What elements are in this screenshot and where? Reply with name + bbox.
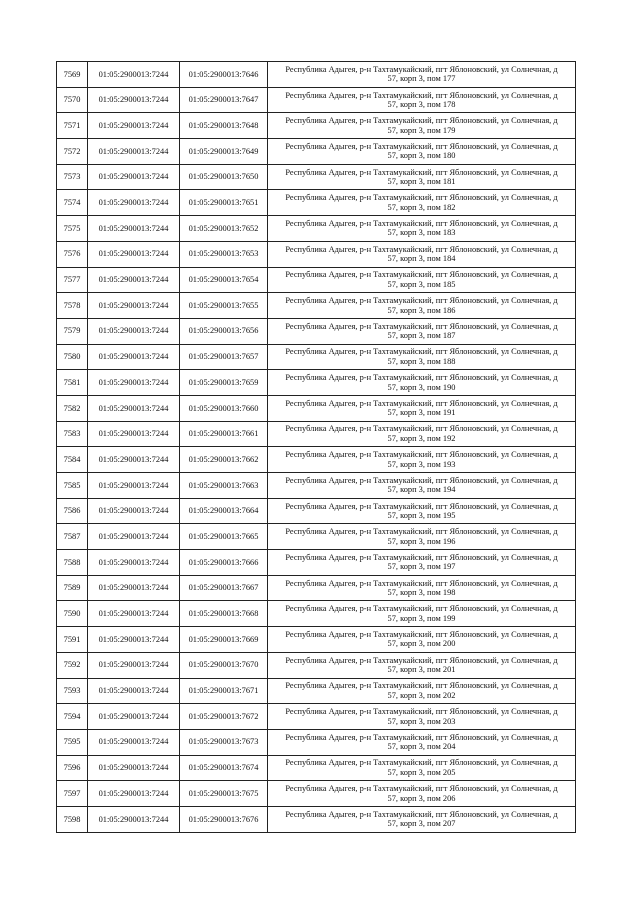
table-row <box>57 87 576 113</box>
address-line-1: Республика Адыгея, р-н Тахтамукайский, пгт Яблоновский, ул Солнечная, д <box>285 758 558 768</box>
row-number: 7579 <box>57 318 88 344</box>
parent-cadastral-number: 01:05:2900013:7244 <box>88 729 180 755</box>
table-row <box>57 755 576 781</box>
row-number: 7577 <box>57 267 88 293</box>
cadastral-number: 01:05:2900013:7674 <box>180 755 268 781</box>
cadastral-number: 01:05:2900013:7655 <box>180 293 268 319</box>
table-row <box>57 395 576 421</box>
address-line-1: Республика Адыгея, р-н Тахтамукайский, пгт Яблоновский, ул Солнечная, д <box>285 90 558 100</box>
address-cell <box>268 370 576 396</box>
cadastral-number: 01:05:2900013:7672 <box>180 704 268 730</box>
parent-cadastral-number: 01:05:2900013:7244 <box>88 113 180 139</box>
address-cell <box>268 293 576 319</box>
parent-cadastral-number: 01:05:2900013:7244 <box>88 806 180 832</box>
table-body <box>57 62 576 833</box>
cadastral-number: 01:05:2900013:7675 <box>180 781 268 807</box>
row-number: 7597 <box>57 781 88 807</box>
row-number: 7571 <box>57 113 88 139</box>
cadastral-number: 01:05:2900013:7669 <box>180 627 268 653</box>
address-cell <box>268 267 576 293</box>
parent-cadastral-number: 01:05:2900013:7244 <box>88 241 180 267</box>
row-number: 7596 <box>57 755 88 781</box>
parent-cadastral-number: 01:05:2900013:7244 <box>88 344 180 370</box>
cadastral-number: 01:05:2900013:7651 <box>180 190 268 216</box>
row-number: 7580 <box>57 344 88 370</box>
cadastral-number: 01:05:2900013:7668 <box>180 601 268 627</box>
address-line-1: Республика Адыгея, р-н Тахтамукайский, пгт Яблоновский, ул Солнечная, д <box>285 655 558 665</box>
parent-cadastral-number: 01:05:2900013:7244 <box>88 190 180 216</box>
table-row <box>57 164 576 190</box>
address-line-1: Республика Адыгея, р-н Тахтамукайский, пгт Яблоновский, ул Солнечная, д <box>285 296 558 306</box>
address-cell <box>268 704 576 730</box>
cadastral-number: 01:05:2900013:7648 <box>180 113 268 139</box>
cadastral-number: 01:05:2900013:7664 <box>180 498 268 524</box>
address-line-1: Республика Адыгея, р-н Тахтамукайский, пгт Яблоновский, ул Солнечная, д <box>285 193 558 203</box>
address-cell <box>268 755 576 781</box>
cadastral-number: 01:05:2900013:7649 <box>180 139 268 165</box>
table-row <box>57 190 576 216</box>
table-row <box>57 318 576 344</box>
row-number: 7595 <box>57 729 88 755</box>
row-number: 7581 <box>57 370 88 396</box>
table-row <box>57 370 576 396</box>
cadastral-number: 01:05:2900013:7660 <box>180 395 268 421</box>
row-number: 7574 <box>57 190 88 216</box>
address-line-2: 57, корп 3, пом 180 <box>387 151 456 161</box>
parent-cadastral-number: 01:05:2900013:7244 <box>88 421 180 447</box>
address-line-2: 57, корп 3, пом 197 <box>387 562 456 572</box>
address-line-2: 57, корп 3, пом 188 <box>387 356 456 366</box>
address-line-2: 57, корп 3, пом 193 <box>387 459 456 469</box>
address-line-2: 57, корп 3, пом 186 <box>387 305 456 315</box>
address-line-2: 57, корп 3, пом 205 <box>387 767 456 777</box>
parent-cadastral-number: 01:05:2900013:7244 <box>88 370 180 396</box>
parent-cadastral-number: 01:05:2900013:7244 <box>88 524 180 550</box>
table-row <box>57 139 576 165</box>
address-cell <box>268 652 576 678</box>
address-cell <box>268 190 576 216</box>
parent-cadastral-number: 01:05:2900013:7244 <box>88 678 180 704</box>
address-cell <box>268 473 576 499</box>
cadastral-number: 01:05:2900013:7665 <box>180 524 268 550</box>
row-number: 7578 <box>57 293 88 319</box>
parent-cadastral-number: 01:05:2900013:7244 <box>88 87 180 113</box>
row-number: 7584 <box>57 447 88 473</box>
cadastral-number: 01:05:2900013:7659 <box>180 370 268 396</box>
address-cell <box>268 318 576 344</box>
address-line-2: 57, корп 3, пом 181 <box>387 177 456 187</box>
address-line-1: Республика Адыгея, р-н Тахтамукайский, пгт Яблоновский, ул Солнечная, д <box>285 167 558 177</box>
table-row <box>57 575 576 601</box>
table-row <box>57 113 576 139</box>
address-cell <box>268 164 576 190</box>
address-cell <box>268 139 576 165</box>
parent-cadastral-number: 01:05:2900013:7244 <box>88 473 180 499</box>
parent-cadastral-number: 01:05:2900013:7244 <box>88 550 180 576</box>
table-row <box>57 241 576 267</box>
cadastral-number: 01:05:2900013:7663 <box>180 473 268 499</box>
row-number: 7576 <box>57 241 88 267</box>
address-line-2: 57, корп 3, пом 206 <box>387 793 456 803</box>
table-row <box>57 216 576 242</box>
address-line-2: 57, корп 3, пом 203 <box>387 716 456 726</box>
address-line-1: Республика Адыгея, р-н Тахтамукайский, пгт Яблоновский, ул Солнечная, д <box>285 141 558 151</box>
table-row <box>57 806 576 832</box>
parent-cadastral-number: 01:05:2900013:7244 <box>88 293 180 319</box>
address-line-1: Республика Адыгея, р-н Тахтамукайский, пгт Яблоновский, ул Солнечная, д <box>285 116 558 126</box>
address-line-2: 57, корп 3, пом 191 <box>387 408 456 418</box>
address-line-1: Республика Адыгея, р-н Тахтамукайский, пгт Яблоновский, ул Солнечная, д <box>285 244 558 254</box>
table-row <box>57 601 576 627</box>
cadastral-number: 01:05:2900013:7676 <box>180 806 268 832</box>
table-row <box>57 473 576 499</box>
address-cell <box>268 87 576 113</box>
parent-cadastral-number: 01:05:2900013:7244 <box>88 704 180 730</box>
address-line-1: Республика Адыгея, р-н Тахтамукайский, пгт Яблоновский, ул Солнечная, д <box>285 552 558 562</box>
row-number: 7573 <box>57 164 88 190</box>
table-row <box>57 267 576 293</box>
address-line-2: 57, корп 3, пом 182 <box>387 202 456 212</box>
address-cell <box>268 550 576 576</box>
address-line-2: 57, корп 3, пом 201 <box>387 665 456 675</box>
address-cell <box>268 395 576 421</box>
cadastral-number: 01:05:2900013:7662 <box>180 447 268 473</box>
address-line-2: 57, корп 3, пом 195 <box>387 511 456 521</box>
address-line-2: 57, корп 3, пом 207 <box>387 819 456 829</box>
parent-cadastral-number: 01:05:2900013:7244 <box>88 652 180 678</box>
address-line-2: 57, корп 3, пом 196 <box>387 536 456 546</box>
parent-cadastral-number: 01:05:2900013:7244 <box>88 627 180 653</box>
row-number: 7583 <box>57 421 88 447</box>
address-line-2: 57, корп 3, пом 190 <box>387 382 456 392</box>
address-line-1: Республика Адыгея, р-н Тахтамукайский, пгт Яблоновский, ул Солнечная, д <box>285 475 558 485</box>
table-row <box>57 447 576 473</box>
table-row <box>57 524 576 550</box>
address-line-1: Республика Адыгея, р-н Тахтамукайский, пгт Яблоновский, ул Солнечная, д <box>285 321 558 331</box>
address-cell <box>268 241 576 267</box>
cadastral-table <box>56 61 576 833</box>
parent-cadastral-number: 01:05:2900013:7244 <box>88 62 180 88</box>
address-line-1: Республика Адыгея, р-н Тахтамукайский, пгт Яблоновский, ул Солнечная, д <box>285 707 558 717</box>
parent-cadastral-number: 01:05:2900013:7244 <box>88 139 180 165</box>
address-line-2: 57, корп 3, пом 187 <box>387 331 456 341</box>
row-number: 7587 <box>57 524 88 550</box>
cadastral-number: 01:05:2900013:7647 <box>180 87 268 113</box>
address-line-2: 57, корп 3, пом 200 <box>387 639 456 649</box>
address-line-1: Республика Адыгея, р-н Тахтамукайский, пгт Яблоновский, ул Солнечная, д <box>285 373 558 383</box>
address-line-1: Республика Адыгея, р-н Тахтамукайский, пгт Яблоновский, ул Солнечная, д <box>285 604 558 614</box>
address-cell <box>268 627 576 653</box>
parent-cadastral-number: 01:05:2900013:7244 <box>88 267 180 293</box>
address-line-2: 57, корп 3, пом 178 <box>387 100 456 110</box>
cadastral-number: 01:05:2900013:7657 <box>180 344 268 370</box>
address-cell <box>268 806 576 832</box>
parent-cadastral-number: 01:05:2900013:7244 <box>88 318 180 344</box>
parent-cadastral-number: 01:05:2900013:7244 <box>88 395 180 421</box>
address-line-1: Республика Адыгея, р-н Тахтамукайский, пгт Яблоновский, ул Солнечная, д <box>285 527 558 537</box>
parent-cadastral-number: 01:05:2900013:7244 <box>88 755 180 781</box>
row-number: 7589 <box>57 575 88 601</box>
row-number: 7586 <box>57 498 88 524</box>
table-row <box>57 550 576 576</box>
address-line-1: Республика Адыгея, р-н Тахтамукайский, пгт Яблоновский, ул Солнечная, д <box>285 218 558 228</box>
cadastral-number: 01:05:2900013:7666 <box>180 550 268 576</box>
row-number: 7588 <box>57 550 88 576</box>
table-row <box>57 62 576 88</box>
address-line-2: 57, корп 3, пом 185 <box>387 279 456 289</box>
cadastral-number: 01:05:2900013:7670 <box>180 652 268 678</box>
table-row <box>57 678 576 704</box>
address-line-2: 57, корп 3, пом 192 <box>387 433 456 443</box>
row-number: 7585 <box>57 473 88 499</box>
row-number: 7591 <box>57 627 88 653</box>
parent-cadastral-number: 01:05:2900013:7244 <box>88 447 180 473</box>
parent-cadastral-number: 01:05:2900013:7244 <box>88 216 180 242</box>
row-number: 7569 <box>57 62 88 88</box>
address-line-1: Республика Адыгея, р-н Тахтамукайский, пгт Яблоновский, ул Солнечная, д <box>285 450 558 460</box>
table-row <box>57 421 576 447</box>
table-row <box>57 498 576 524</box>
address-cell <box>268 113 576 139</box>
address-line-2: 57, корп 3, пом 177 <box>387 74 456 84</box>
table-row <box>57 627 576 653</box>
row-number: 7582 <box>57 395 88 421</box>
address-line-1: Республика Адыгея, р-н Тахтамукайский, пгт Яблоновский, ул Солнечная, д <box>285 809 558 819</box>
table-row <box>57 729 576 755</box>
row-number: 7590 <box>57 601 88 627</box>
cadastral-number: 01:05:2900013:7654 <box>180 267 268 293</box>
address-cell <box>268 498 576 524</box>
table-row <box>57 704 576 730</box>
address-line-1: Республика Адыгея, р-н Тахтамукайский, пгт Яблоновский, ул Солнечная, д <box>285 732 558 742</box>
cadastral-number: 01:05:2900013:7656 <box>180 318 268 344</box>
cadastral-number: 01:05:2900013:7650 <box>180 164 268 190</box>
parent-cadastral-number: 01:05:2900013:7244 <box>88 575 180 601</box>
address-cell <box>268 421 576 447</box>
parent-cadastral-number: 01:05:2900013:7244 <box>88 164 180 190</box>
cadastral-number: 01:05:2900013:7652 <box>180 216 268 242</box>
row-number: 7592 <box>57 652 88 678</box>
address-line-1: Республика Адыгея, р-н Тахтамукайский, пгт Яблоновский, ул Солнечная, д <box>285 64 558 74</box>
address-line-1: Республика Адыгея, р-н Тахтамукайский, пгт Яблоновский, ул Солнечная, д <box>285 501 558 511</box>
address-cell <box>268 62 576 88</box>
address-line-2: 57, корп 3, пом 199 <box>387 613 456 623</box>
row-number: 7570 <box>57 87 88 113</box>
cadastral-number: 01:05:2900013:7671 <box>180 678 268 704</box>
address-line-1: Республика Адыгея, р-н Тахтамукайский, пгт Яблоновский, ул Солнечная, д <box>285 398 558 408</box>
row-number: 7594 <box>57 704 88 730</box>
table-row <box>57 781 576 807</box>
address-cell <box>268 524 576 550</box>
table-row <box>57 652 576 678</box>
address-line-1: Республика Адыгея, р-н Тахтамукайский, пгт Яблоновский, ул Солнечная, д <box>285 681 558 691</box>
cadastral-number: 01:05:2900013:7661 <box>180 421 268 447</box>
cadastral-number: 01:05:2900013:7653 <box>180 241 268 267</box>
address-cell <box>268 344 576 370</box>
address-line-2: 57, корп 3, пом 202 <box>387 690 456 700</box>
address-line-2: 57, корп 3, пом 179 <box>387 125 456 135</box>
row-number: 7598 <box>57 806 88 832</box>
address-line-1: Республика Адыгея, р-н Тахтамукайский, пгт Яблоновский, ул Солнечная, д <box>285 629 558 639</box>
row-number: 7572 <box>57 139 88 165</box>
address-line-1: Республика Адыгея, р-н Тахтамукайский, пгт Яблоновский, ул Солнечная, д <box>285 270 558 280</box>
cadastral-number: 01:05:2900013:7646 <box>180 62 268 88</box>
cadastral-number: 01:05:2900013:7667 <box>180 575 268 601</box>
address-line-1: Республика Адыгея, р-н Тахтамукайский, пгт Яблоновский, ул Солнечная, д <box>285 578 558 588</box>
row-number: 7575 <box>57 216 88 242</box>
address-line-2: 57, корп 3, пом 194 <box>387 485 456 495</box>
row-number: 7593 <box>57 678 88 704</box>
address-cell <box>268 678 576 704</box>
address-cell <box>268 781 576 807</box>
address-line-2: 57, корп 3, пом 198 <box>387 588 456 598</box>
address-cell <box>268 729 576 755</box>
address-line-1: Республика Адыгея, р-н Тахтамукайский, пгт Яблоновский, ул Солнечная, д <box>285 784 558 794</box>
address-line-1: Республика Адыгея, р-н Тахтамукайский, пгт Яблоновский, ул Солнечная, д <box>285 424 558 434</box>
address-line-2: 57, корп 3, пом 183 <box>387 228 456 238</box>
address-cell <box>268 575 576 601</box>
address-line-2: 57, корп 3, пом 204 <box>387 742 456 752</box>
address-line-1: Республика Адыгея, р-н Тахтамукайский, пгт Яблоновский, ул Солнечная, д <box>285 347 558 357</box>
parent-cadastral-number: 01:05:2900013:7244 <box>88 498 180 524</box>
parent-cadastral-number: 01:05:2900013:7244 <box>88 781 180 807</box>
address-cell <box>268 601 576 627</box>
cadastral-number: 01:05:2900013:7673 <box>180 729 268 755</box>
table-row <box>57 293 576 319</box>
address-line-2: 57, корп 3, пом 184 <box>387 254 456 264</box>
address-cell <box>268 447 576 473</box>
address-cell <box>268 216 576 242</box>
table-row <box>57 344 576 370</box>
parent-cadastral-number: 01:05:2900013:7244 <box>88 601 180 627</box>
